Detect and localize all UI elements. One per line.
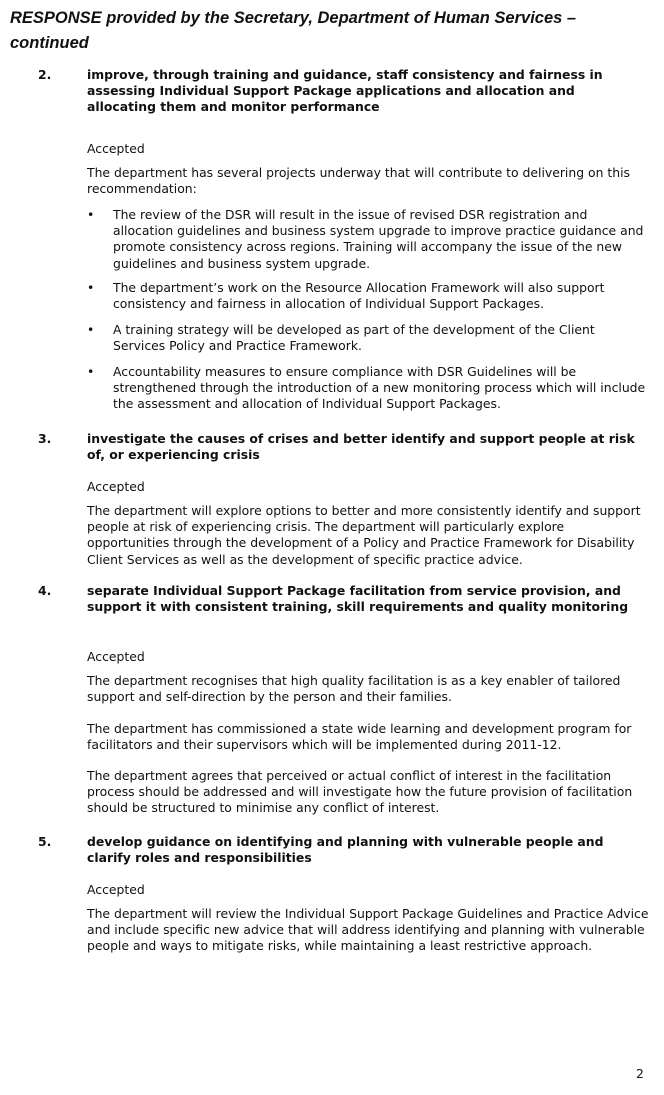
list-item-text: The review of the DSR will result in the issue of revised DSR registration and allocation guidelines and business system upgrade to improve practice guidance and promote consistency across regions. Training will accompany the issue of the new guidelines and business system upgrade. — [113, 207, 644, 271]
recommendation-number: 2. — [38, 67, 52, 82]
bullet-icon: • — [87, 280, 95, 295]
list-item-text: A training strategy will be developed as part of the development of the Client Services Policy and Practice Framework. — [113, 322, 595, 354]
bullet-icon: • — [87, 207, 95, 222]
list-item-text: Accountability measures to ensure compliance with DSR Guidelines will be strengthened through the introduction of a new monitoring process which will include the assessment and allocation of Individual Support Packages. — [113, 364, 646, 412]
recommendation-heading: separate Individual Support Package facilitation from service provision, and support it with consistent training, skill requirements and quality monitoring — [87, 583, 629, 615]
list-item-text: The department’s work on the Resource Allocation Framework will also support consistency and fairness in allocation of Individual Support Packages. — [113, 280, 605, 312]
body-paragraph: The department has commissioned a state wide learning and development program for facilitators and their supervisors which will be implemented during 2011-12. — [87, 721, 632, 753]
recommendation-number: 5. — [38, 834, 52, 849]
body-paragraph: The department recognises that high quality facilitation is as a key enabler of tailored support and self-direction by the person and their families. — [87, 673, 621, 705]
body-paragraph: The department will review the Individual Support Package Guidelines and Practice Advice and include specific new advice that will address identifying and planning with vulnerable people and ways to mitigate risks, while maintaining a least restrictive approach. — [87, 906, 649, 954]
status-accepted: Accepted — [87, 141, 145, 156]
recommendation-heading: investigate the causes of crises and better identify and support people at risk of, or experiencing crisis — [87, 431, 635, 463]
status-accepted: Accepted — [87, 649, 145, 664]
page-number: 2 — [636, 1066, 644, 1081]
bullet-icon: • — [87, 322, 95, 337]
body-paragraph: The department agrees that perceived or actual conflict of interest in the facilitation process should be addressed and will investigate how the future provision of facilitation should be structured to minimise any conflict of interest. — [87, 768, 633, 816]
recommendation-heading: develop guidance on identifying and planning with vulnerable people and clarify roles and responsibilities — [87, 834, 604, 866]
page-title: RESPONSE provided by the Secretary, Department of Human Services – continued — [10, 9, 577, 52]
recommendation-number: 3. — [38, 431, 52, 446]
status-accepted: Accepted — [87, 882, 145, 897]
status-accepted: Accepted — [87, 479, 145, 494]
bullet-icon: • — [87, 364, 95, 379]
recommendation-heading: improve, through training and guidance, staff consistency and fairness in assessing Individual Support Package applications and allocation and allocating them and monitor performance — [87, 67, 603, 115]
intro-paragraph: The department has several projects underway that will contribute to delivering on this recommendation: — [87, 165, 631, 197]
recommendation-number: 4. — [38, 583, 52, 598]
body-paragraph: The department will explore options to better and more consistently identify and support people at risk of experiencing crisis. The department will particularly explore opportunities through the development of a Policy and Practice Framework for Disability Client Services as well as the development of specific practice advice. — [87, 503, 641, 567]
